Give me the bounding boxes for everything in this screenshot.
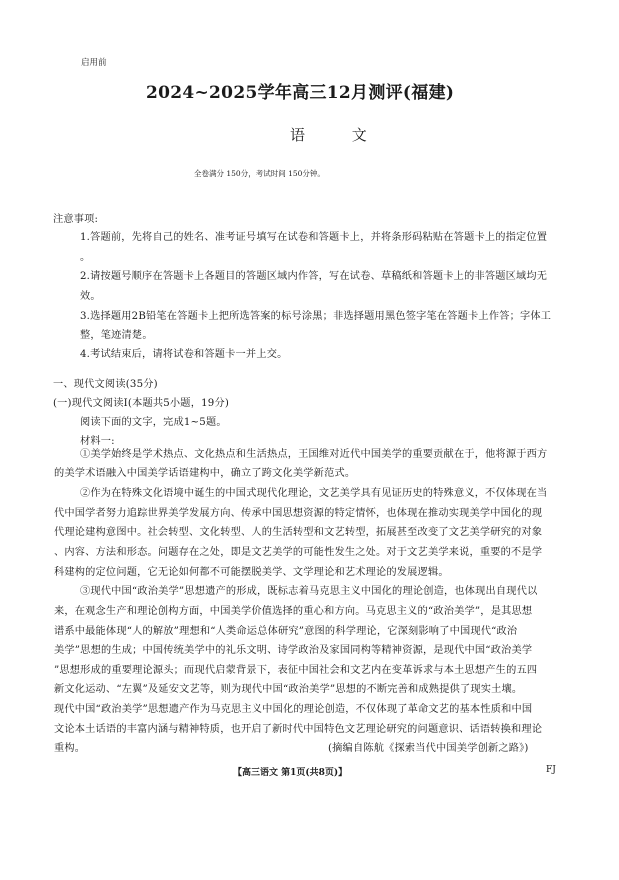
exam-title: 2024~2025学年高三12月测评(福建) — [146, 83, 455, 103]
body-line: ”思想形成的重要理论源头；而现代启蒙背景下，表征中国社会和文艺内在变革诉求与本土思想产生的五四 — [54, 665, 538, 676]
body-line: ③现代中国“政治美学”思想遗产的形成，既标志着马克思主义中国化的理论创造，也体现出自现代以 — [80, 586, 538, 597]
notes-heading: 注意事项: — [53, 214, 99, 225]
notes-line: 。 — [80, 252, 91, 263]
footer-code: FJ — [546, 765, 556, 775]
secret-label: 启用前 — [81, 58, 107, 68]
body-line: 的美学术语融入中国美学话语建构中，确立了跨文化美学新范式。 — [54, 468, 356, 479]
subject-title — [290, 124, 367, 145]
body-line: 现代中国“政治美学”思想遗产作为马克思主义中国化的理论创造，不仅体现了革命文艺的基本性质和中国 — [54, 704, 533, 715]
subject-char-1: 语 — [290, 126, 306, 144]
notes-line: 整，笔迹清楚。 — [80, 330, 153, 341]
body-line: ②作为在特殊文化语境中诞生的中国式现代化理论，文艺美学具有见证历史的特殊意义，不仅体现在当 — [80, 488, 548, 499]
material-label: 材料一: — [80, 436, 115, 447]
instruction-text: 阅读下面的文字，完成1~5题。 — [80, 417, 227, 428]
notes-line: 1.答题前，先将自己的姓名、准考证号填写在试卷和答题卡上，并将条形码粘贴在答题卡上的指定位置 — [80, 232, 548, 243]
citation: (摘编自陈航《探索当代中国美学创新之路》) — [328, 743, 529, 754]
body-line: 重构。 — [54, 743, 86, 754]
subpart-title: (一)现代文阅读Ⅰ(本题共5小题，19分) — [53, 398, 230, 409]
body-line: 美学”思想的生成；中国传统美学中的礼乐文明、诗学政治及家国同构等精神资源，是现代中国“政治美学 — [54, 645, 533, 656]
notes-line: 2.请按题号顺序在答题卡上各题目的答题区域内作答，写在试卷、草稿纸和答题卡上的非答题区域均无 — [80, 271, 548, 282]
part-title: 一、现代文阅读(35分) — [53, 379, 158, 390]
body-line: ①美学始终是学术热点、文化热点和生活热点，王国维对近代中国美学的重要贡献在于，他将源于西方 — [80, 449, 548, 460]
body-line: 代中国学者努力追踪世界美学发展方向、传承中国思想资源的特定情怀，也体现在推动实现美学中国化的现 — [54, 508, 543, 519]
body-line: 新文化运动、“左翼”及延安文艺等，则为现代中国“政治美学”思想的不断完善和成熟提供了现实土壤。 — [54, 684, 523, 695]
notes-line: 效。 — [80, 291, 101, 302]
body-line: 文论本土话语的丰富内涵与精神特质，也开启了新时代中国特色文艺理论研究的问题意识、话语转换和理论 — [54, 724, 543, 735]
notes-line: 4.考试结束后，请将试卷和答题卡一并上交。 — [80, 349, 288, 360]
body-line: 代理论建构意图中。社会转型、文化转型、人的生活转型和文艺转型，拓展甚至改变了文艺美学研究的对象 — [54, 527, 543, 538]
body-line: 谱系中最能体现“人的解放”理想和“人类命运总体研究”意图的科学理论，它深刻影响了中国现代“政治 — [54, 626, 518, 637]
body-line: 、内容、方法和形态。问题存在之处，即是文艺美学的可能性发生之处。对于文艺美学来说，重要的不是学 — [54, 547, 543, 558]
exam-info: 全卷满分 150分，考试时间 150分钟。 — [194, 169, 325, 178]
body-line: 科建构的定位问题，它无论如何都不可能摆脱美学、文学理论和艺术理论的发展逻辑。 — [54, 567, 449, 578]
notes-line: 3.选择题用2B铅笔在答题卡上把所选答案的标号涂黑；非选择题用黑色签字笔在答题卡上作答；字体工 — [80, 311, 552, 322]
subject-char-2: 文 — [351, 126, 367, 144]
page-footer: 【高三语文 第1页(共8页)】 — [233, 768, 348, 778]
body-line: 来，在观念生产和理论创构方面，中国美学价值选择的重心和方向。马克思主义的“政治美学”，是其思想 — [54, 606, 533, 617]
